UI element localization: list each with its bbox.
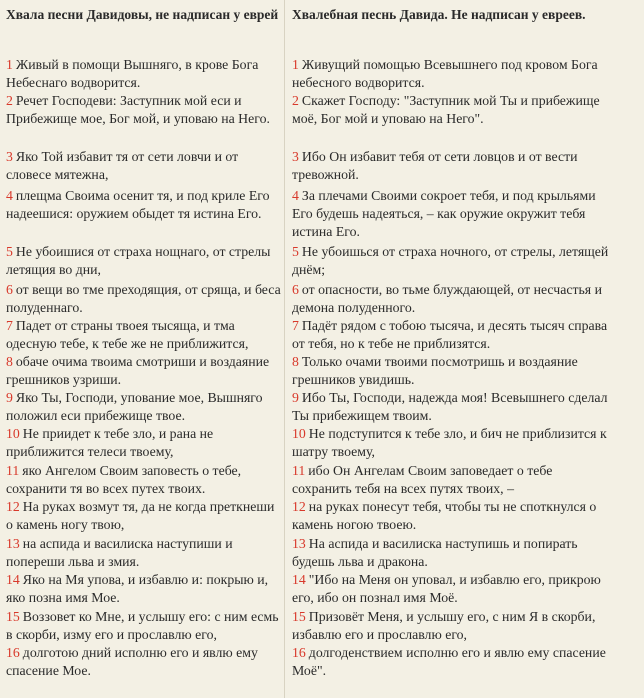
left-verse-14: 14 Яко на Мя упова, и избавлю и: покрыю и, яко позна имя Мое.: [6, 572, 269, 605]
left-verse-15: 15 Воззовет ко Мне, и услышу его: с ним есмь в скорби, изму его и прославлю его,: [6, 609, 279, 642]
right-verse-7: 7 Падёт рядом с тобою тысяча, и десять тысяч справа от тебя, но к тебе не приблизятся.: [292, 318, 608, 351]
church-slavonic-column: [0, 0, 286, 698]
right-verse-13: 13 На аспида и василиска наступишь и попирать будешь льва и дракона.: [292, 536, 578, 569]
left-heading: Хвала песни Давидовы, не надписан у еврей: [6, 7, 279, 22]
right-verse-9: 9 Ибо Ты, Господи, надежда моя! Всевышнего сделал Ты прибежищем твоим.: [292, 390, 608, 423]
right-verse-2: 2 Скажет Господу: "Заступник мой Ты и прибежище моё, Бог мой и уповаю на Него".: [292, 93, 600, 126]
right-verse-16: 16 долгоденствием исполню его и явлю ему спасение Моё".: [292, 645, 606, 678]
left-verse-16: 16 долготою дний исполню его и явлю ему спасение Мое.: [6, 645, 258, 678]
left-verse-5: 5 Не убоишися от страха нощнаго, от стрелы летящия во дни,: [6, 244, 271, 277]
left-verse-13: 13 на аспида и василиска наступиши и попереши льва и змия.: [6, 536, 233, 569]
right-verse-4: 4 За плечами Своими сокроет тебя, и под крыльями Его будешь надеяться, – как оружие окружит тебя истина Его.: [292, 188, 596, 239]
right-verse-11: 11 ибо Он Ангелам Своим заповедает о тебе сохранить тебя на всех путях твоих, –: [292, 463, 553, 496]
right-verse-8: 8 Только очами твоими посмотришь и воздаяние грешников увидишь.: [292, 354, 578, 387]
left-verse-3: 3 Яко Той избавит тя от сети ловчи и от словесе мятежна,: [6, 149, 239, 182]
left-verse-6: 6 от вещи во тме преходящия, от сряща, и беса полуденнаго.: [6, 282, 281, 315]
right-verse-1: 1 Живущий помощью Всевышнего под кровом Бога небесного водворится.: [292, 57, 598, 90]
left-verse-9: 9 Яко Ты, Господи, упование мое, Вышняго положил еси прибежище твое.: [6, 390, 263, 423]
right-verse-3: 3 Ибо Он избавит тебя от сети ловцов и от вести тревожной.: [292, 149, 578, 182]
left-verse-4: 4 плещма Своима осенит тя, и под криле Его надеешися: оружием обыдет тя истина Его.: [6, 188, 270, 221]
right-verse-14: 14 "Ибо на Меня он уповал, и избавлю его, прикрою его, ибо он познал имя Моё.: [292, 572, 601, 605]
left-verse-8: 8 обаче очима твоима смотриши и воздаяние грешников узриши.: [6, 354, 270, 387]
left-verse-12: 12 На руках возмут тя, да не когда преткнеши о камень ногу твою,: [6, 499, 275, 532]
left-verse-2: 2 Речет Господеви: Заступник мой еси и Прибежище мое, Бог мой, и уповаю на Него.: [6, 93, 270, 126]
left-verse-7: 7 Падет от страны твоея тысяща, и тма одесную тебе, к тебе же не приближится,: [6, 318, 249, 351]
right-verse-5: 5 Не убоишься от страха ночного, от стрелы, летящей днём;: [292, 244, 609, 277]
left-verse-10: 10 Не приидет к тебе зло, и рана не приближится телеси твоему,: [6, 426, 214, 459]
right-verse-12: 12 на руках понесут тебя, чтобы ты не споткнулся о камень ногою твоею.: [292, 499, 597, 532]
left-verse-1: 1 Живый в помощи Вышняго, в крове Бога Небеснаго водворится.: [6, 57, 259, 90]
right-heading: Хвалебная песнь Давида. Не надписан у евреев.: [292, 7, 586, 22]
russian-column: [286, 0, 644, 698]
left-verse-11: 11 яко Ангелом Своим заповесть о тебе, сохранити тя во всех путех твоих.: [6, 463, 242, 496]
right-verse-10: 10 Не подступится к тебе зло, и бич не приблизится к шатру твоему,: [292, 426, 607, 459]
right-verse-6: 6 от опасности, во тьме блуждающей, от несчастья и демона полуденного.: [292, 282, 602, 315]
right-verse-15: 15 Призовёт Меня, и услышу его, с ним Я в скорби, избавлю его и прославлю его,: [292, 609, 596, 642]
